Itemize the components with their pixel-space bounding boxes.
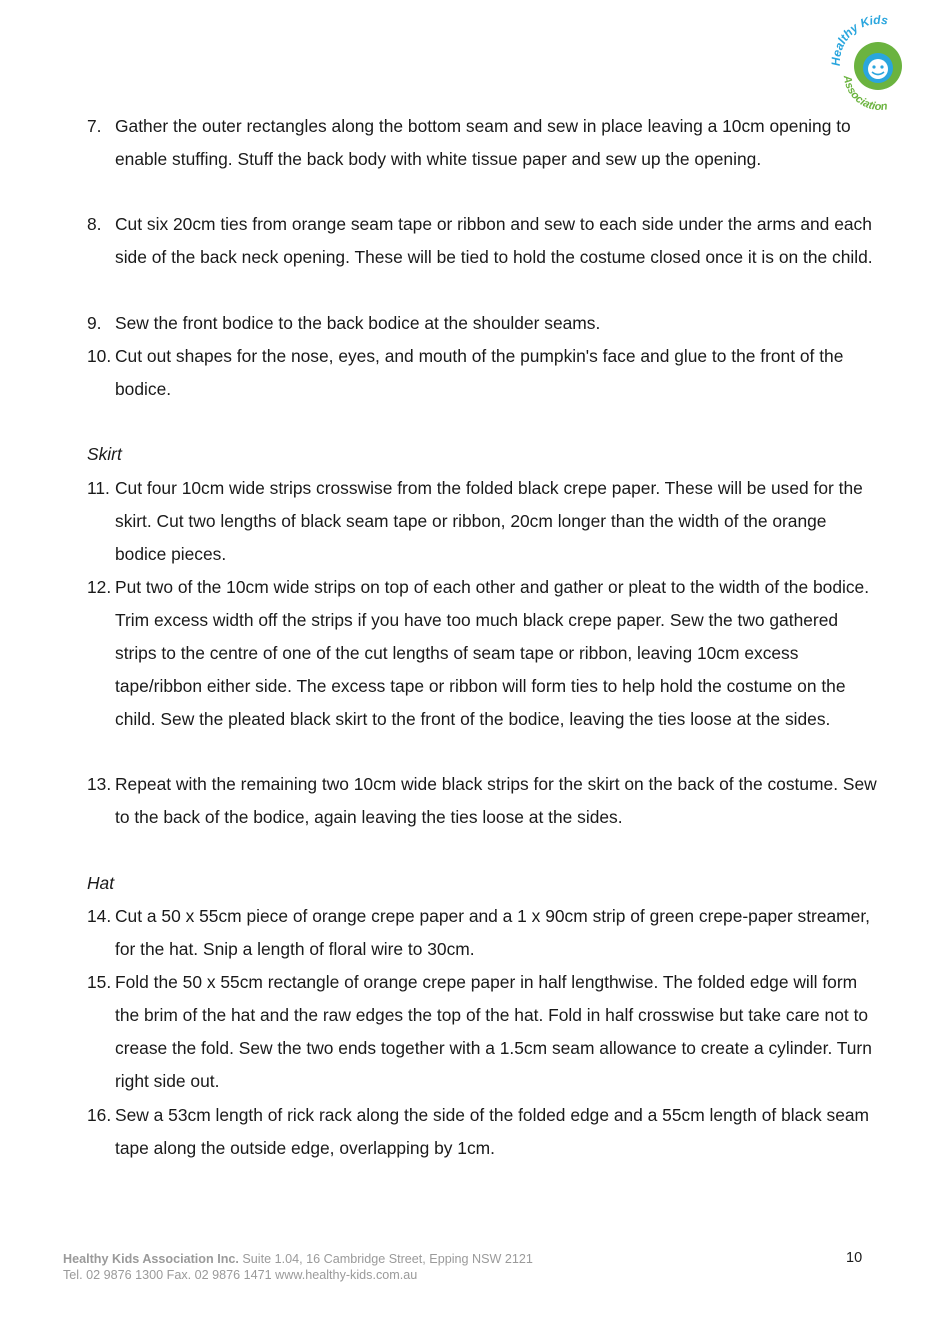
step-number: 15. [87,972,112,992]
step-number: 16. [87,1105,112,1125]
step-16 [87,1099,877,1165]
step-12 [87,571,877,736]
step-text: Cut out shapes for the nose, eyes, and mouth of the pumpkin's face and glue to the front of the bodice. [115,346,844,399]
hat-heading: Hat [87,873,115,893]
footer-line-1 [63,1251,533,1267]
step-10 [87,340,877,406]
step-number: 12. [87,577,112,597]
footer-org: Healthy Kids Association Inc. [63,1252,239,1266]
page-number: 10 [846,1250,863,1266]
step-8 [87,208,877,274]
step-9 [87,307,877,340]
step-number: 13. [87,774,112,794]
step-text: Cut a 50 x 55cm piece of orange crepe paper and a 1 x 90cm strip of green crepe-paper streamer, for the hat. Snip a length of floral wire to 30cm. [115,906,870,959]
footer-contact: Tel. 02 9876 1300 Fax. 02 9876 1471 www.healthy-kids.com.au [63,1268,418,1282]
step-number: 7. [87,116,102,136]
step-15 [87,966,877,1098]
step-11 [87,472,877,571]
logo-text-bottom: Association [840,74,889,110]
step-7 [87,110,877,176]
skirt-heading: Skirt [87,444,122,464]
step-text: Sew the front bodice to the back bodice at the shoulder seams. [115,313,601,333]
step-number: 10. [87,346,112,366]
step-text: Sew a 53cm length of rick rack along the side of the folded edge and a 55cm length of black seam tape along the outside edge, overlapping by 1cm. [115,1105,870,1158]
step-number: 9. [87,313,102,333]
step-text: Gather the outer rectangles along the bottom seam and sew in place leaving a 10cm opening to enable stuffing. Stuff the back body with white tissue paper and sew up the opening. [115,116,851,169]
step-text: Put two of the 10cm wide strips on top of each other and gather or pleat to the width of the bodice. Trim excess width off the strips if you have too much black crepe paper. Sew the two gathered strips to the centre of one of the cut lengths of seam tape or ribbon, leaving 10cm excess tape/ribbon either side. The excess tape or ribbon will form ties to help hold the costume on the child. Sew the pleated black skirt to the front of the bodice, leaving the ties loose at the sides. [115,577,870,729]
step-text: Cut six 20cm ties from orange seam tape or ribbon and sew to each side under the arms and each side of the back neck opening. These will be tied to hold the costume closed once it is on the child. [115,214,873,267]
page-footer [63,1251,533,1283]
logo-icon [826,14,926,110]
logo-text-top: Healthy Kids [828,14,889,67]
footer-address: Suite 1.04, 16 Cambridge Street, Epping NSW 2121 [242,1252,533,1266]
step-text: Fold the 50 x 55cm rectangle of orange crepe paper in half lengthwise. The folded edge will form the brim of the hat and the raw edges the top of the hat. Fold in half crosswise but take care not to crease the fold. Sew the two ends together with a 1.5cm seam allowance to create a cylinder. Turn right side out. [115,972,872,1091]
step-number: 11. [87,478,110,498]
step-14 [87,900,877,966]
step-text: Cut four 10cm wide strips crosswise from the folded black crepe paper. These will be used for the skirt. Cut two lengths of black seam tape or ribbon, 20cm longer than the width of the orange bodice pieces. [115,478,863,564]
step-number: 8. [87,214,102,234]
step-13 [87,768,877,834]
step-number: 14. [87,906,112,926]
healthy-kids-logo [826,14,926,110]
step-text: Repeat with the remaining two 10cm wide black strips for the skirt on the back of the costume. Sew to the back of the bodice, again leaving the ties loose at the sides. [115,774,877,827]
